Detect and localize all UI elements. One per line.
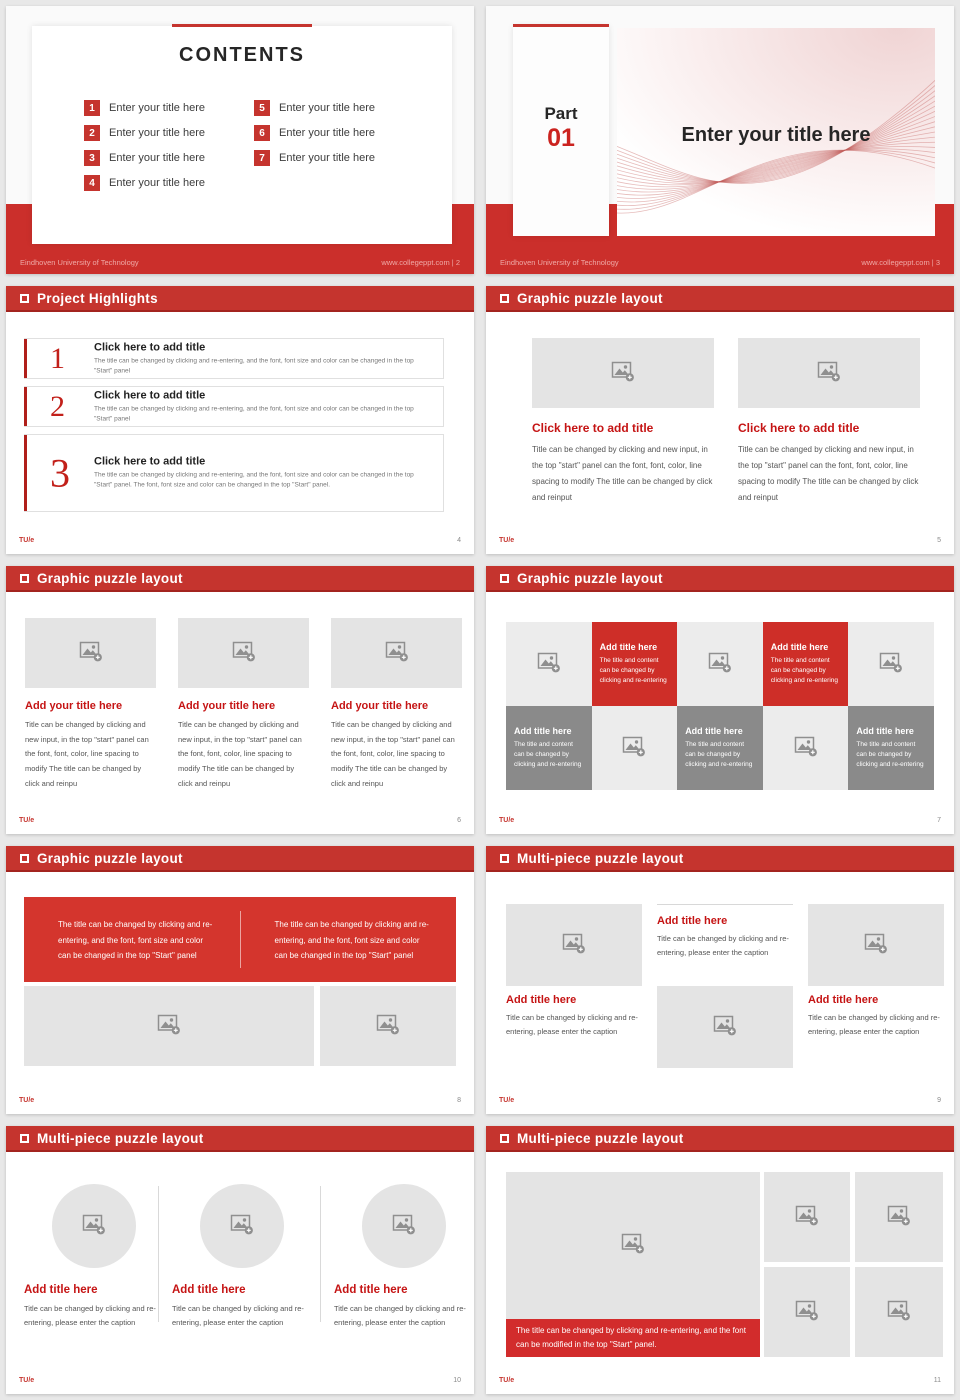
slide-puzzle-redbox[interactable] xyxy=(6,846,474,1114)
row-number: 3 xyxy=(50,450,70,496)
image-placeholder[interactable] xyxy=(52,1184,136,1268)
add-image-icon xyxy=(610,359,636,388)
footer-logo: TU/e xyxy=(19,1097,35,1104)
highlight-row[interactable] xyxy=(24,434,444,512)
toc-number-badge: 1 xyxy=(84,100,100,116)
row-text: The title can be changed by clicking and re-entering, and the font, font size and color can be changed in the top "Start" panel xyxy=(94,356,414,374)
add-image-icon xyxy=(794,1203,820,1232)
hero-image-panel xyxy=(617,28,935,236)
image-placeholder[interactable] xyxy=(362,1184,446,1268)
caption-body: Title can be changed by clicking and re-entering, please enter the caption xyxy=(657,934,789,958)
page-number: 10 xyxy=(453,1377,461,1384)
box-text-right: The title can be changed by clicking and re-entering, and the font, font size and color can be changed in the top "Start" panel xyxy=(274,920,429,961)
header-bar xyxy=(6,846,474,872)
page-number: 6 xyxy=(457,817,461,824)
toc-item[interactable] xyxy=(254,100,375,116)
header-title: Graphic puzzle layout xyxy=(517,290,663,306)
square-bullet-icon xyxy=(500,1134,509,1143)
contents-title: CONTENTS xyxy=(179,44,305,66)
header-title: Graphic puzzle layout xyxy=(37,850,183,866)
toc-label: Enter your title here xyxy=(109,127,205,139)
slide-footer xyxy=(6,258,474,267)
header-bar xyxy=(486,846,954,872)
card-title[interactable]: Click here to add title xyxy=(738,421,860,435)
slide-part-01[interactable] xyxy=(486,6,954,274)
tile-body: The title and content can be changed by clicking and re-entering xyxy=(599,656,667,685)
image-placeholder[interactable] xyxy=(657,986,793,1068)
card-body: Title can be changed by clicking and new input, in the top "start" panel can the font, font, color, line spacing to modify The title can be changed by click and reinput xyxy=(738,445,919,502)
square-bullet-icon xyxy=(500,854,509,863)
add-image-icon xyxy=(156,1012,182,1041)
header-bar xyxy=(486,566,954,592)
toc-label: Enter your title here xyxy=(279,127,375,139)
caption-title[interactable]: Add title here xyxy=(506,994,577,1006)
tile-body: The title and content can be changed by clicking and re-entering xyxy=(514,740,582,769)
part-card xyxy=(513,26,609,236)
header-bar xyxy=(6,286,474,312)
image-placeholder[interactable] xyxy=(200,1184,284,1268)
multi-column xyxy=(808,904,944,1068)
caption-box[interactable]: The title can be changed by clicking and re-entering, and the font can be modified in the top "Start" panel. xyxy=(506,1319,760,1357)
image-placeholder[interactable] xyxy=(764,1267,850,1357)
row-title[interactable]: Click here to add title xyxy=(94,388,206,401)
square-bullet-icon xyxy=(500,574,509,583)
card-title[interactable]: Click here to add title xyxy=(532,421,654,435)
add-image-icon xyxy=(816,359,842,388)
add-image-icon xyxy=(712,1013,738,1042)
image-placeholder[interactable] xyxy=(677,622,763,706)
image-placeholder[interactable] xyxy=(763,706,849,790)
header-title: Multi-piece puzzle layout xyxy=(517,1130,684,1146)
footer-logo: TU/e xyxy=(19,537,35,544)
image-placeholder[interactable] xyxy=(855,1267,943,1357)
highlight-row[interactable] xyxy=(24,386,444,427)
divider xyxy=(158,1186,159,1322)
toc-item[interactable] xyxy=(84,125,205,141)
page-number: 5 xyxy=(937,537,941,544)
footer-site-page: www.collegeppt.com | 2 xyxy=(381,258,460,267)
header-title: Multi-piece puzzle layout xyxy=(37,1130,204,1146)
tile-title: Add title here xyxy=(770,641,829,652)
tile-title: Add title here xyxy=(599,641,658,652)
row-text: The title can be changed by clicking and re-entering, and the font, font size and color can be changed in the top "Start" panel xyxy=(94,404,414,422)
accent-line xyxy=(172,24,312,27)
footer-logo: TU/e xyxy=(499,817,515,824)
header-title: Project Highlights xyxy=(37,290,158,306)
caption-body: Title can be changed by clicking and re-entering, please enter the caption xyxy=(808,1013,940,1037)
header-bar xyxy=(6,1126,474,1152)
caption-body: Title can be changed by clicking and re-entering, please enter the caption xyxy=(24,1304,156,1327)
row-text: The title can be changed by clicking and re-entering, and the font, font size and color can be changed in the top "Start" panel. The font, font size and color can be changed in the top "Start" panel. xyxy=(94,471,414,489)
tile-title: Add title here xyxy=(514,725,572,736)
accent-bar xyxy=(24,435,27,511)
image-placeholder[interactable] xyxy=(320,986,456,1066)
image-placeholder[interactable] xyxy=(25,618,156,688)
page-number: 7 xyxy=(937,817,941,824)
footer-university: Eindhoven University of Technology xyxy=(20,258,139,267)
caption-title[interactable]: Add title here xyxy=(657,915,728,927)
puzzle-card xyxy=(738,338,920,506)
text-tile[interactable] xyxy=(763,622,849,706)
add-image-icon xyxy=(886,1298,912,1327)
add-image-icon xyxy=(561,931,587,960)
image-placeholder[interactable] xyxy=(178,618,309,688)
multi-column xyxy=(657,904,793,1068)
toc-number-badge: 7 xyxy=(254,150,270,166)
toc-number-badge: 3 xyxy=(84,150,100,166)
tile-title: Add title here xyxy=(856,725,914,736)
header-title: Multi-piece puzzle layout xyxy=(517,850,684,866)
image-placeholder[interactable] xyxy=(506,622,592,706)
image-placeholder[interactable] xyxy=(24,986,314,1066)
text-tile[interactable] xyxy=(848,706,934,790)
footer-logo: TU/e xyxy=(19,1377,35,1384)
add-image-icon xyxy=(793,734,819,763)
add-image-icon xyxy=(863,931,889,960)
add-image-icon xyxy=(81,1212,107,1241)
page-number: 8 xyxy=(457,1097,461,1104)
puzzle-card xyxy=(25,618,156,791)
slide-project-highlights[interactable] xyxy=(6,286,474,554)
header-title: Graphic puzzle layout xyxy=(517,570,663,586)
tile-body: The title and content can be changed by clicking and re-entering xyxy=(856,740,924,769)
footer-site-page: www.collegeppt.com | 3 xyxy=(861,258,940,267)
tile-grid xyxy=(506,622,934,790)
footer-logo: TU/e xyxy=(499,537,515,544)
toc-item[interactable] xyxy=(84,175,205,191)
add-image-icon xyxy=(794,1298,820,1327)
circle-column xyxy=(24,1184,164,1330)
caption-block xyxy=(808,986,944,1040)
row-title[interactable]: Click here to add title xyxy=(94,340,206,353)
card-title[interactable]: Add your title here xyxy=(331,700,429,712)
puzzle-card xyxy=(331,618,462,791)
image-placeholder[interactable] xyxy=(855,1172,943,1262)
image-placeholder[interactable] xyxy=(506,1172,760,1319)
add-image-icon xyxy=(231,639,257,668)
add-image-icon xyxy=(621,734,647,763)
text-tile[interactable] xyxy=(506,706,592,790)
add-image-icon xyxy=(229,1212,255,1241)
caption-block xyxy=(657,904,793,986)
divider xyxy=(320,1186,321,1322)
card-body: Title can be changed by clicking and new input, in the top "start" panel can the font, font, color, line spacing to modify The title can be changed by click and reinpu xyxy=(331,720,455,788)
page-number: 11 xyxy=(933,1377,941,1384)
add-image-icon xyxy=(384,639,410,668)
slide-contents[interactable] xyxy=(6,6,474,274)
toc-column-right xyxy=(254,100,375,166)
toc-number-badge: 2 xyxy=(84,125,100,141)
square-bullet-icon xyxy=(20,574,29,583)
add-image-icon xyxy=(620,1231,646,1260)
part-label: Part xyxy=(544,104,578,123)
text-tile[interactable] xyxy=(592,622,678,706)
toc-label: Enter your title here xyxy=(279,152,375,164)
row-content xyxy=(94,341,431,376)
slide-puzzle-three-col[interactable] xyxy=(6,566,474,834)
accent-bar xyxy=(24,339,27,378)
add-image-icon xyxy=(886,1203,912,1232)
header-bar xyxy=(486,286,954,312)
highlight-row[interactable] xyxy=(24,338,444,379)
card-body: Title can be changed by clicking and new input, in the top "start" panel can the font, font, color, line spacing to modify The title can be changed by click and reinpu xyxy=(25,720,149,788)
red-text-box[interactable] xyxy=(24,897,456,982)
toc-number-badge: 4 xyxy=(84,175,100,191)
circle-column xyxy=(334,1184,474,1330)
slide-footer xyxy=(486,258,954,267)
card-body: Title can be changed by clicking and new input, in the top "start" panel can the font, font, color, line spacing to modify The title can be changed by click and reinpu xyxy=(178,720,302,788)
slide-puzzle-grid[interactable] xyxy=(486,566,954,834)
footer-logo: TU/e xyxy=(499,1097,515,1104)
header-title: Graphic puzzle layout xyxy=(37,570,183,586)
slide-multi-piece-grid[interactable] xyxy=(486,1126,954,1394)
header-bar xyxy=(486,1126,954,1152)
toc-item[interactable] xyxy=(84,150,205,166)
header-bar xyxy=(6,566,474,592)
add-image-icon xyxy=(878,650,904,679)
add-image-icon xyxy=(78,639,104,668)
row-content xyxy=(94,455,431,490)
image-placeholder[interactable] xyxy=(592,706,678,790)
toc-label: Enter your title here xyxy=(109,177,205,189)
add-image-icon xyxy=(391,1212,417,1241)
slide-multi-piece-circles[interactable] xyxy=(6,1126,474,1394)
add-image-icon xyxy=(707,650,733,679)
slide-multi-piece-1[interactable] xyxy=(486,846,954,1114)
toc-column-left xyxy=(84,100,205,191)
toc-number-badge: 5 xyxy=(254,100,270,116)
text-tile[interactable] xyxy=(677,706,763,790)
caption-body: Title can be changed by clicking and re-entering, please enter the caption xyxy=(334,1304,466,1327)
section-title[interactable]: Enter your title here xyxy=(681,124,871,146)
toc-label: Enter your title here xyxy=(279,102,375,114)
square-bullet-icon xyxy=(20,854,29,863)
multi-column xyxy=(506,904,642,1068)
footer-logo: TU/e xyxy=(499,1377,515,1384)
part-number: 01 xyxy=(547,124,575,152)
caption-body: Title can be changed by clicking and re-entering, please enter the caption xyxy=(172,1304,304,1327)
image-placeholder[interactable] xyxy=(506,904,642,986)
square-bullet-icon xyxy=(500,294,509,303)
puzzle-card xyxy=(532,338,714,506)
footer-logo: TU/e xyxy=(19,817,35,824)
toc-item[interactable] xyxy=(254,125,375,141)
slide-puzzle-two-col[interactable] xyxy=(486,286,954,554)
caption-title[interactable]: Add title here xyxy=(334,1284,408,1296)
image-placeholder[interactable] xyxy=(808,904,944,986)
accent-bar xyxy=(24,387,27,426)
row-number: 1 xyxy=(50,341,65,375)
caption-title[interactable]: Add title here xyxy=(24,1284,98,1296)
image-placeholder[interactable] xyxy=(331,618,462,688)
contents-card xyxy=(32,26,452,244)
page-number: 9 xyxy=(937,1097,941,1104)
image-placeholder[interactable] xyxy=(532,338,714,408)
row-number: 2 xyxy=(50,389,65,423)
toc-label: Enter your title here xyxy=(109,152,205,164)
add-image-icon xyxy=(375,1012,401,1041)
tile-body: The title and content can be changed by clicking and re-entering xyxy=(770,656,838,685)
circle-column xyxy=(172,1184,312,1330)
accent-line xyxy=(513,24,609,27)
tile-body: The title and content can be changed by clicking and re-entering xyxy=(685,740,753,769)
image-placeholder[interactable] xyxy=(848,622,934,706)
image-placeholder[interactable] xyxy=(738,338,920,408)
row-content xyxy=(94,389,431,424)
card-title[interactable]: Add your title here xyxy=(25,700,123,712)
tile-title: Add title here xyxy=(685,725,743,736)
toc-item[interactable] xyxy=(254,150,375,166)
footer-university: Eindhoven University of Technology xyxy=(500,258,619,267)
card-body: Title can be changed by clicking and new input, in the top "start" panel can the font, font, color, line spacing to modify The title can be changed by click and reinput xyxy=(532,445,713,502)
caption-title[interactable]: Add title here xyxy=(808,994,879,1006)
toc-item[interactable] xyxy=(84,100,205,116)
card-title[interactable]: Add your title here xyxy=(178,700,276,712)
toc-label: Enter your title here xyxy=(109,102,205,114)
caption-body: Title can be changed by clicking and re-entering, please enter the caption xyxy=(506,1013,638,1037)
puzzle-card xyxy=(178,618,309,791)
square-bullet-icon xyxy=(20,294,29,303)
square-bullet-icon xyxy=(20,1134,29,1143)
toc-number-badge: 6 xyxy=(254,125,270,141)
add-image-icon xyxy=(536,650,562,679)
box-text-left: The title can be changed by clicking and re-entering, and the font, font size and color can be changed in the top "Start" panel xyxy=(58,920,213,961)
image-placeholder[interactable] xyxy=(764,1172,850,1262)
caption-block xyxy=(506,986,642,1040)
page-number: 4 xyxy=(457,537,461,544)
row-title[interactable]: Click here to add title xyxy=(94,455,206,468)
caption-title[interactable]: Add title here xyxy=(172,1284,246,1296)
